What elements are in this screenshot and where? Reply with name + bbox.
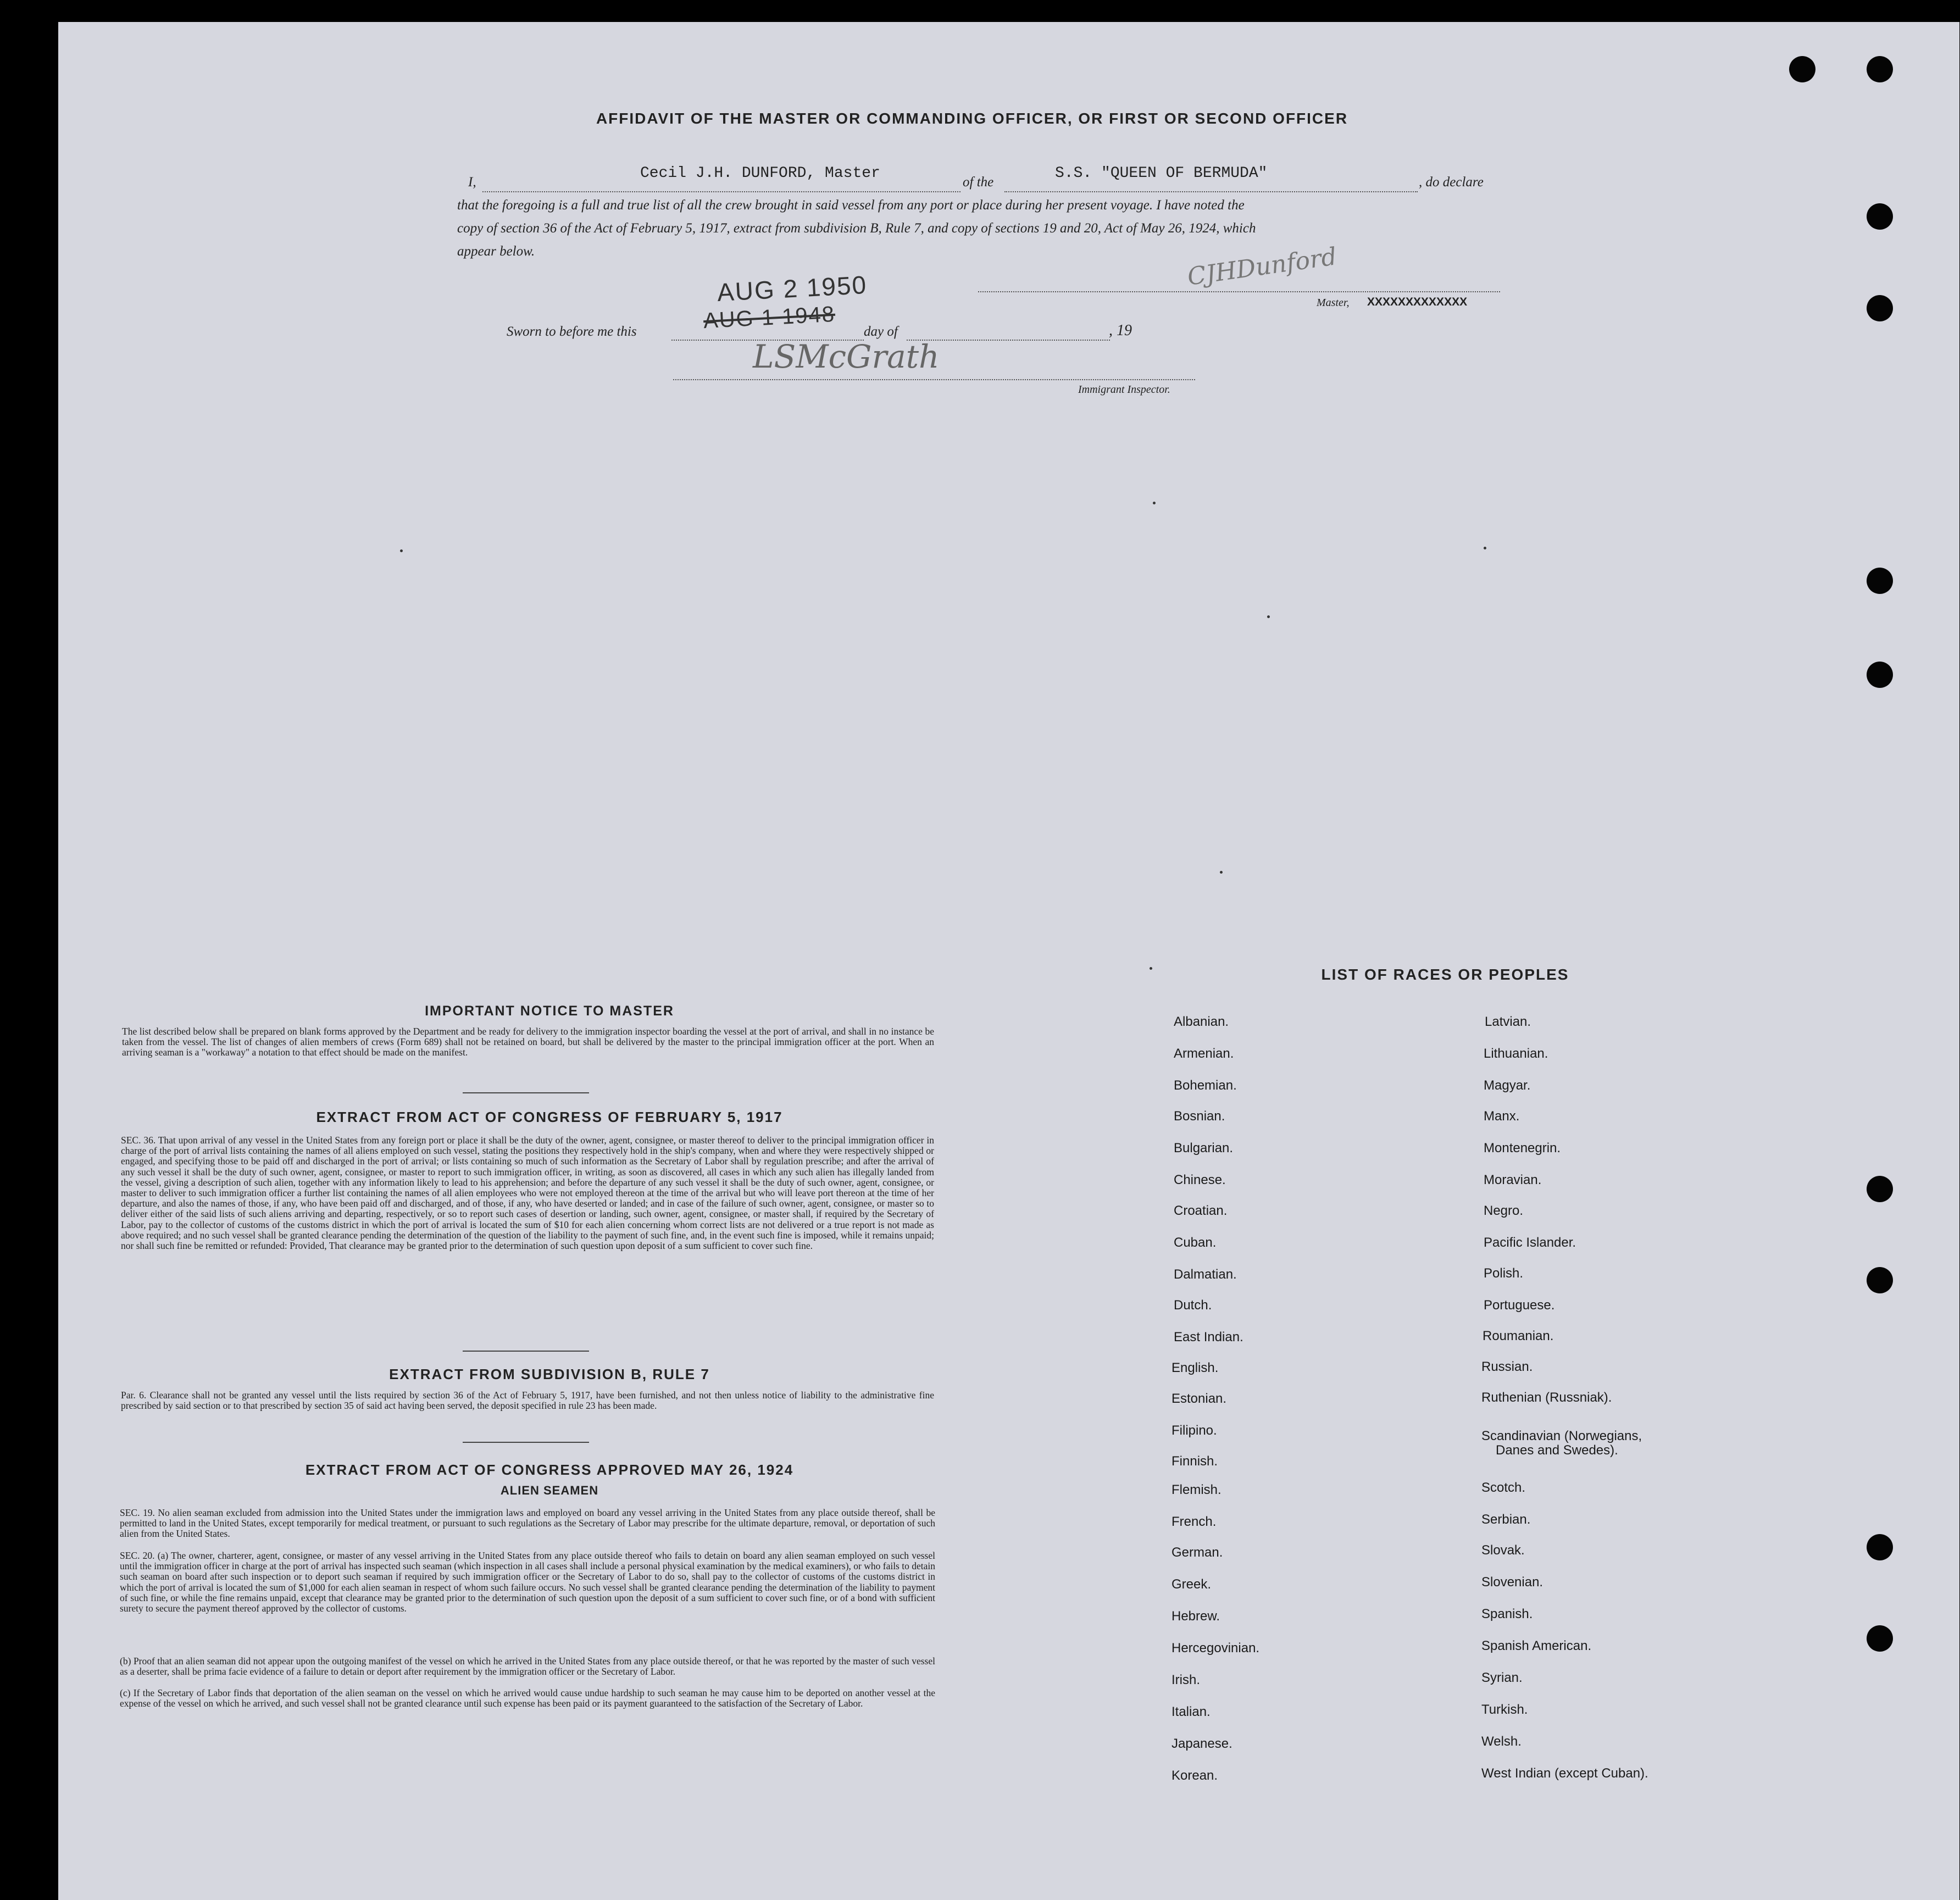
race-item: Hebrew. bbox=[1171, 1609, 1220, 1624]
i-label: I, bbox=[468, 175, 476, 190]
race-item: Serbian. bbox=[1481, 1512, 1531, 1527]
divider bbox=[463, 1351, 589, 1352]
extract-rule7-title: EXTRACT FROM SUBDIVISION B, RULE 7 bbox=[389, 1366, 710, 1382]
master-signature: CJHDunford bbox=[1185, 242, 1339, 291]
race-item: Syrian. bbox=[1481, 1670, 1523, 1685]
affidavit-body-line-3: appear below. bbox=[457, 244, 535, 259]
race-item: Latvian. bbox=[1485, 1014, 1531, 1029]
race-item: Italian. bbox=[1171, 1704, 1211, 1719]
of-the-label: of the bbox=[963, 175, 994, 190]
race-item: Manx. bbox=[1484, 1109, 1520, 1124]
affidavit-body-line-2: copy of section 36 of the Act of February 5, 1917, extract from subdivision B, Rule 7, and copy of sections 19 and 20, Act of May 26, 1924, which bbox=[457, 221, 1256, 236]
race-item: Pacific Islander. bbox=[1484, 1235, 1576, 1250]
punch-hole bbox=[1867, 203, 1893, 230]
alien-seamen-subtitle: ALIEN SEAMEN bbox=[500, 1484, 599, 1497]
races-title: LIST OF RACES OR PEOPLES bbox=[1321, 966, 1569, 983]
race-item: Hercegovinian. bbox=[1171, 1641, 1260, 1655]
dust-speck bbox=[1484, 547, 1486, 549]
dust-speck bbox=[1150, 967, 1152, 970]
sworn-label: Sworn to before me this bbox=[507, 324, 637, 339]
punch-hole bbox=[1867, 568, 1893, 594]
extract-rule7-text: Par. 6. Clearance shall not be granted any vessel until the lists required by section 36 of the Act of February 5, 1917, have been furnished, and not then unless notice of liability to the administrative fine prescribed by said section or to that prescribed by section 35 of said act having been served, the deposit specified in rule 23 has been made. bbox=[121, 1390, 934, 1412]
race-item: East Indian. bbox=[1174, 1330, 1243, 1345]
master-signature-line bbox=[978, 291, 1500, 292]
punch-hole bbox=[1867, 1534, 1893, 1560]
race-item: West Indian (except Cuban). bbox=[1481, 1766, 1648, 1781]
master-title-struck: XXXXXXXXXXXXX bbox=[1367, 296, 1468, 308]
document-page bbox=[58, 22, 1959, 1900]
race-item: Japanese. bbox=[1171, 1736, 1232, 1751]
race-item: Lithuanian. bbox=[1484, 1046, 1548, 1061]
extract-1924-title: EXTRACT FROM ACT OF CONGRESS APPROVED MAY 26, 1924 bbox=[305, 1462, 794, 1478]
race-item: Estonian. bbox=[1171, 1391, 1227, 1406]
race-item: Slovak. bbox=[1481, 1543, 1525, 1558]
notice-text: The list described below shall be prepared on blank forms approved by the Department and be ready for delivery to the immigration inspector boarding the vessel at the port of arrival, and shall in no instance be taken from the vessel. The list of changes of alien members of crews (Form 689) shall not be retained on board, but shall be delivered by the master to the principal immigration officer at the port. When an arriving seaman is a "workaway" a notation to that effect should be made on the manifest. bbox=[122, 1026, 934, 1058]
divider bbox=[463, 1092, 589, 1093]
race-item: Irish. bbox=[1171, 1673, 1201, 1687]
affidavit-body-line-1: that the foregoing is a full and true list of all the crew brought in said vessel from any port or place during her present voyage. I have noted the bbox=[457, 198, 1245, 213]
extract-1924-sec20b: (b) Proof that an alien seaman did not appear upon the outgoing manifest of the vessel on which he arrived in the United States from any place outside thereof, or that he was reported by the master of such vessel as a deserter, shall be prima facie evidence of a failure to detain or deport after requirement by the immigration officer or the Secretary of Labor. bbox=[120, 1655, 935, 1677]
race-item: Polish. bbox=[1484, 1266, 1524, 1281]
year-prefix-label: , 19 bbox=[1109, 322, 1132, 339]
officer-name: Cecil J.H. DUNFORD, Master bbox=[640, 165, 880, 182]
race-item: Negro. bbox=[1484, 1203, 1524, 1218]
inspector-signature: LSMcGrath bbox=[753, 338, 940, 375]
date-stamp-1950: AUG 2 1950 bbox=[716, 270, 868, 307]
affidavit-title: AFFIDAVIT OF THE MASTER OR COMMANDING OFFICER, OR FIRST OR SECOND OFFICER bbox=[596, 110, 1348, 127]
day-of-label: day of bbox=[864, 324, 898, 339]
officer-name-line bbox=[482, 191, 960, 192]
punch-hole bbox=[1867, 295, 1893, 321]
master-label: Master, bbox=[1317, 297, 1350, 309]
notice-title: IMPORTANT NOTICE TO MASTER bbox=[425, 1003, 674, 1019]
do-declare-label: , do declare bbox=[1419, 175, 1484, 190]
race-item: Slovenian. bbox=[1481, 1575, 1543, 1590]
race-item: Korean. bbox=[1171, 1768, 1218, 1783]
dust-speck bbox=[400, 549, 403, 552]
race-item: Bohemian. bbox=[1174, 1078, 1237, 1093]
race-item: English. bbox=[1171, 1360, 1219, 1375]
punch-hole bbox=[1867, 1176, 1893, 1202]
punch-hole bbox=[1867, 56, 1893, 82]
punch-hole bbox=[1867, 662, 1893, 688]
race-item: Finnish. bbox=[1171, 1454, 1218, 1469]
extract-1917-text: SEC. 36. That upon arrival of any vessel in the United States from any foreign port or place it shall be the duty of the owner, agent, consignee, or master thereof to deliver to the principal immigration officer in charge of the port of arrival lists containing the names of all aliens employed on such vessel, stating the positions they respectively hold in the ship's company, when and where they were respectively shipped or engaged, and specifying those to be paid off and discharged in the port of arrival; or lists containing so much of such information as the Secretary of Labor shall by regulation prescribe; and after the arrival of any such vessel it shall be the duty of such owner, agent, consignee, or master to report to such immigration officer, in writing, as soon as discovered, all cases in which any such alien has illegally landed from the vessel, giving a description of such alien, together with any information likely to lead to his apprehension; and before the departure of any such vessel it shall be the duty of such owner, agent, consignee, or master to deliver to such immigration officer a further list containing the names of all alien employees who were not employed thereon at the time of the arrival but who will leave port thereon at the time of her departure, and also the names of those, if any, who have been paid off and discharged, and of those, if any, who have deserted or landed; and in case of the failure of such owner, agent, consignee, or master so to deliver either of the said lists of such aliens arriving and departing, respectively, or so to report such cases of desertion or landing, such owner, agent, consignee, or master shall, if required by the Secretary of Labor, pay to the collector of customs of the customs district in which the port of arrival is located the sum of $10 for each alien concerning whom correct lists are not delivered or a true report is not made as above required; and no such vessel shall be granted clearance pending the determination of the question of the liability to the payment of such fine, and, in the event such fine is imposed, while it remains unpaid; nor shall such fine be remitted or refunded: Provided, That clearance may be granted prior to the determination of such question upon deposit of a sum sufficient to cover such fine. bbox=[121, 1135, 934, 1252]
divider bbox=[463, 1442, 589, 1443]
race-item: Welsh. bbox=[1481, 1734, 1522, 1749]
race-item: Moravian. bbox=[1484, 1173, 1542, 1187]
race-item: Flemish. bbox=[1171, 1482, 1221, 1497]
race-item: Scandinavian (Norwegians, bbox=[1481, 1429, 1642, 1443]
race-item: Ruthenian (Russniak). bbox=[1481, 1390, 1612, 1405]
vessel-name: S.S. "QUEEN OF BERMUDA" bbox=[1055, 165, 1268, 182]
race-item: Spanish. bbox=[1481, 1607, 1533, 1621]
race-item: Cuban. bbox=[1174, 1235, 1217, 1250]
race-item: Montenegrin. bbox=[1484, 1141, 1561, 1155]
race-item: Turkish. bbox=[1481, 1702, 1528, 1717]
inspector-signature-line bbox=[673, 379, 1195, 380]
race-item: Armenian. bbox=[1174, 1046, 1234, 1061]
race-item: Scotch. bbox=[1481, 1480, 1526, 1495]
race-item: Roumanian. bbox=[1483, 1329, 1554, 1343]
race-item: Russian. bbox=[1481, 1359, 1533, 1374]
race-item: Spanish American. bbox=[1481, 1638, 1592, 1653]
race-item: Bosnian. bbox=[1174, 1109, 1225, 1124]
race-item: Danes and Swedes). bbox=[1496, 1443, 1618, 1458]
race-item: Portuguese. bbox=[1484, 1298, 1555, 1313]
vessel-name-line bbox=[1004, 191, 1418, 192]
race-item: Croatian. bbox=[1174, 1203, 1228, 1218]
extract-1924-sec20c: (c) If the Secretary of Labor finds that deportation of the alien seaman on the vessel on which he arrived would cause undue hardship to such seaman he may cause him to be deported on another vessel at the expense of the vessel on which he arrived, and such vessel shall not be granted clearance until such expense has been paid or its payment guaranteed to the satisfaction of the Secretary of Labor. bbox=[120, 1687, 935, 1709]
race-item: Dalmatian. bbox=[1174, 1267, 1237, 1282]
race-item: Filipino. bbox=[1171, 1423, 1217, 1438]
punch-hole bbox=[1789, 56, 1815, 82]
extract-1917-title: EXTRACT FROM ACT OF CONGRESS OF FEBRUARY 5, 1917 bbox=[316, 1109, 783, 1125]
dust-speck bbox=[1267, 615, 1270, 618]
race-item: Chinese. bbox=[1174, 1173, 1226, 1187]
race-item: Albanian. bbox=[1174, 1014, 1229, 1029]
extract-1924-sec19: SEC. 19. No alien seaman excluded from admission into the United States under the immigration laws and employed on board any vessel arriving in the United States from any place outside thereof, shall be permitted to land in the United States, except temporarily for medical treatment, or pursuant to such regulations as the Secretary of Labor may prescribe for the ultimate departure, removal, or deportation of such alien from the United States. bbox=[120, 1507, 935, 1540]
race-item: Greek. bbox=[1171, 1577, 1212, 1592]
race-item: Dutch. bbox=[1174, 1298, 1212, 1313]
extract-1924-sec20a: SEC. 20. (a) The owner, charterer, agent, consignee, or master of any vessel arriving in the United States from any place outside thereof who fails to detain on board any alien seaman employed on such vessel until the immigration officer in charge at the port of arrival has inspected such seaman (which inspection in all cases shall include a personal physical examination by the medical examiners), or who fails to detain such seaman on board after such inspection or to deport such seaman if required by such immigration officer or the Secretary of Labor to do so, shall pay to the collector of customs of the customs district in which the port of arrival is located the sum of $1,000 for each alien seaman in respect of whom such failure occurs. No such vessel shall be granted clearance pending the determination of the liability to payment of such fine, or while the fine remains unpaid, except that clearance may be granted prior to the determination of such question upon the deposit of a sum sufficient to cover such fine, or of a bond with sufficient surety to secure the payment thereof approved by the collector of customs. bbox=[120, 1550, 935, 1614]
dust-speck bbox=[1153, 502, 1156, 504]
punch-hole bbox=[1867, 1625, 1893, 1652]
punch-hole bbox=[1867, 1267, 1893, 1293]
race-item: German. bbox=[1171, 1545, 1223, 1560]
date-stamp-1948-struck: AUG 1 1948 bbox=[702, 302, 836, 334]
race-item: Bulgarian. bbox=[1174, 1141, 1234, 1155]
dust-speck bbox=[1220, 871, 1223, 874]
race-item: French. bbox=[1171, 1514, 1217, 1529]
race-item: Magyar. bbox=[1484, 1078, 1531, 1093]
inspector-label: Immigrant Inspector. bbox=[1078, 384, 1170, 396]
